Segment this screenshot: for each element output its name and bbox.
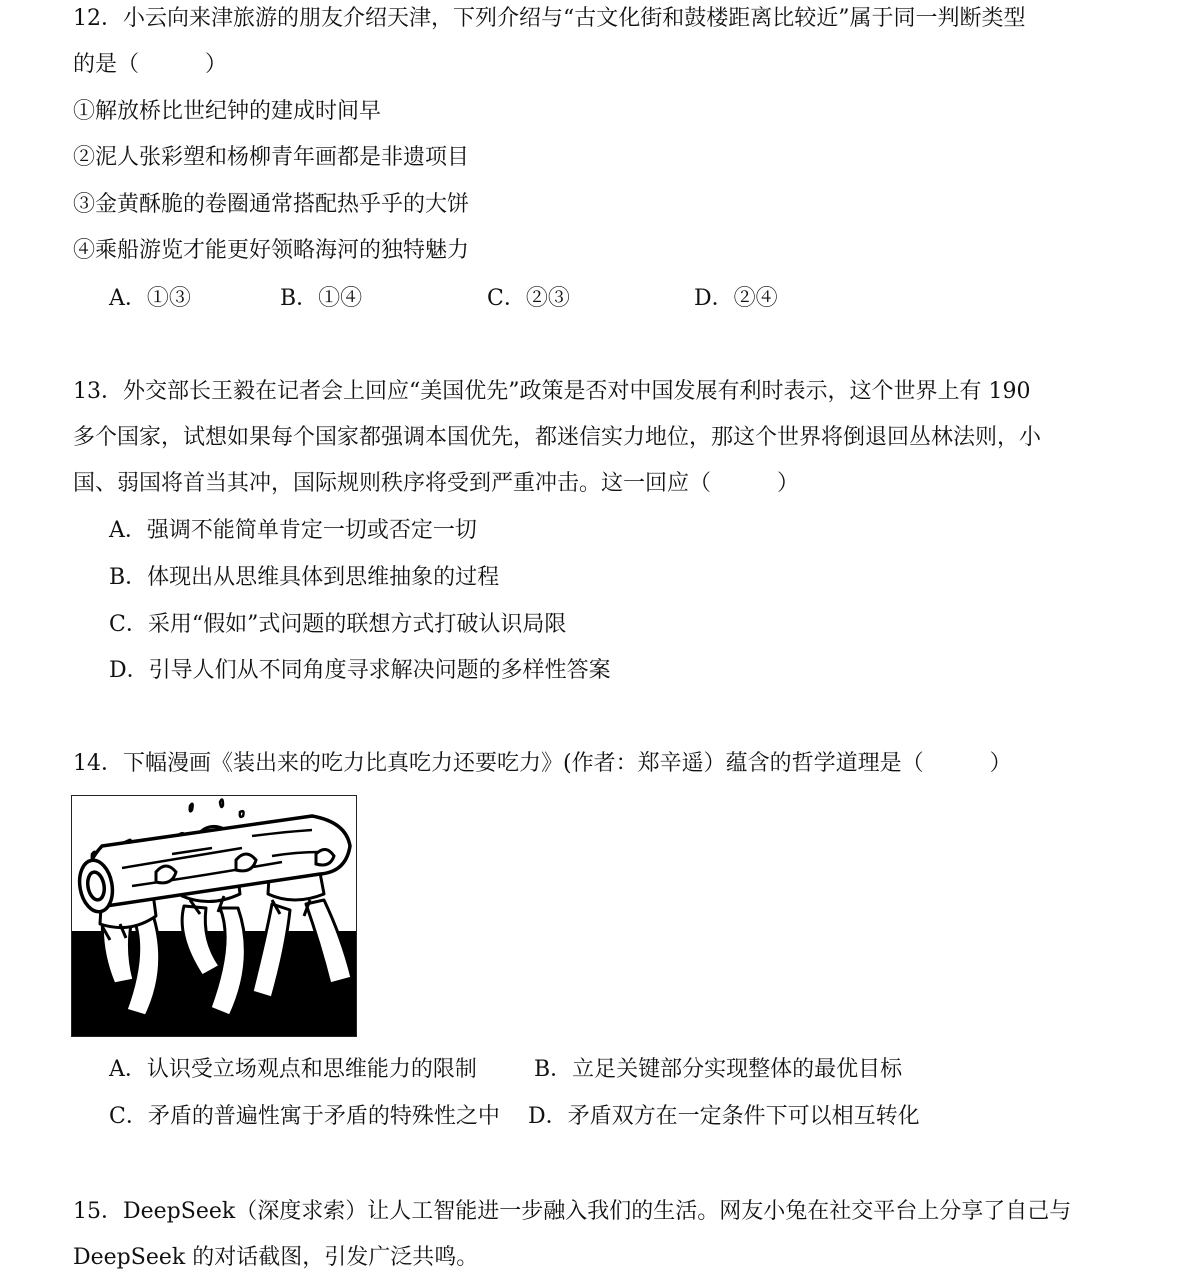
q12-stem-line2: 的是（ ） [73,52,228,77]
q12-stem-line1: 12．小云向来津旅游的朋友介绍天津，下列介绍与“古文化街和鼓楼距离比较近”属于同一判断类型 [73,6,1026,31]
q14-option-b[interactable]: B．立足关键部分实现整体的最优目标 [534,1057,903,1082]
q14-option-d[interactable]: D．矛盾双方在一定条件下可以相互转化 [528,1104,920,1129]
q13-stem-line3: 国、弱国将首当其冲，国际规则秩序将受到严重冲击。这一回应（ ） [73,471,800,496]
q12-item-2: ②泥人张彩塑和杨柳青年画都是非遗项目 [73,145,470,170]
q12-option-b[interactable]: B．①④ [280,286,363,311]
q13-option-d[interactable]: D．引导人们从不同角度寻求解决问题的多样性答案 [109,658,611,683]
q12-option-a[interactable]: A．①③ [109,286,191,311]
q12-option-d[interactable]: D．②④ [694,286,778,311]
q13-option-c[interactable]: C．采用“假如”式问题的联想方式打破认识局限 [109,612,567,637]
q13-option-b[interactable]: B．体现出从思维具体到思维抽象的过程 [109,565,500,590]
q15-stem-line2: DeepSeek 的对话截图，引发广泛共鸣。 [73,1245,479,1270]
q12-option-c[interactable]: C．②③ [487,286,570,311]
q14-option-a[interactable]: A．认识受立场观点和思维能力的限制 [109,1057,477,1082]
q14-stem: 14．下幅漫画《装出来的吃力比真吃力还要吃力》(作者：郑辛遥）蕴含的哲学道理是（ ） [73,751,1012,776]
comic-illustration [71,795,357,1037]
q12-item-4: ④乘船游览才能更好领略海河的独特魅力 [73,238,470,263]
q15-stem-line1: 15．DeepSeek（深度求索）让人工智能进一步融入我们的生活。网友小兔在社交平台上分享了自己与 [73,1199,1072,1224]
q13-stem-line1: 13．外交部长王毅在记者会上回应“美国优先”政策是否对中国发展有利时表示，这个世界上有 190 [73,379,1031,404]
q13-option-a[interactable]: A．强调不能简单肯定一切或否定一切 [109,518,477,543]
q13-stem-line2: 多个国家，试想如果每个国家都强调本国优先，都迷信实力地位，那这个世界将倒退回丛林法则，小 [73,425,1042,450]
q14-option-c[interactable]: C．矛盾的普遍性寓于矛盾的特殊性之中 [109,1104,500,1129]
q12-item-1: ①解放桥比世纪钟的建成时间早 [73,99,382,124]
q12-item-3: ③金黄酥脆的卷圈通常搭配热乎乎的大饼 [73,192,470,217]
